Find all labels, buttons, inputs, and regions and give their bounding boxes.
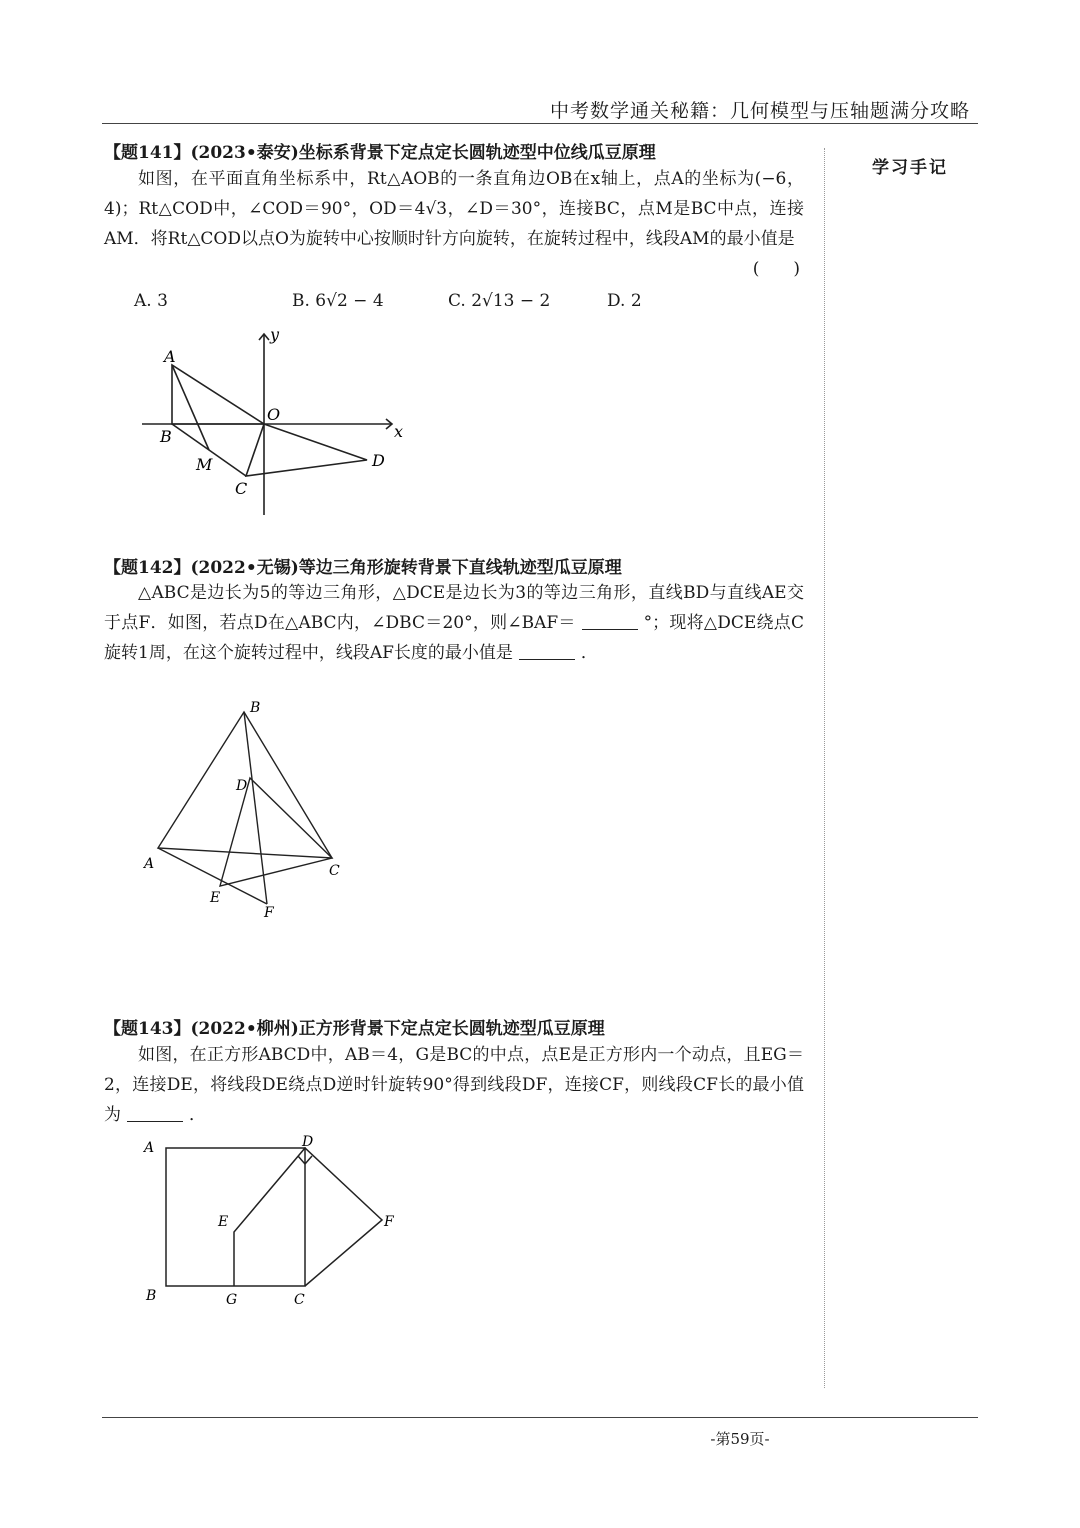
square-abcd [166,1148,305,1286]
label-m: M [196,455,213,474]
q143-blank[interactable] [127,1107,183,1122]
label-a: A [164,347,176,366]
label-a: A [144,856,155,872]
q141-text: 如图，在平面直角坐标系中，Rt△AOB的一条直角边OB在x轴上，点A的坐标为(−6，4)；Rt△COD中，∠COD＝90°，OD＝4√3，∠D＝30°，连接BC，点M是BC中点，连接AM．将Rt△COD以点O为旋转中心按顺时针方向旋转，在旋转过程中，线段AM的最小值是 [104,169,804,249]
label-d: D [236,778,248,794]
label-e: E [218,1214,229,1230]
label-c: C [329,863,340,879]
q143-text-a: 如图，在正方形ABCD中，AB＝4，G是BC的中点，点E是正方形内一个动点，且EG＝2，连接DE，将线段DE绕点D逆时针旋转90°得到线段DF，连接CF，则线段CF长的最小值为 [104,1045,804,1125]
label-o: O [267,405,281,424]
notes-divider [824,148,825,1388]
label-c: C [294,1292,305,1308]
label-d: D [372,451,385,470]
book-title: 中考数学通关秘籍：几何模型与压轴题满分攻略 [549,100,970,122]
path-g-e-d-f-c [234,1148,382,1286]
q142-text [104,578,804,668]
label-b: B [146,1288,157,1304]
q142-text-a: △ABC是边长为5的等边三角形，△DCE是边长为3的等边三角形，直线BD与直线AE交于点F．如图，若点D在△ABC内，∠DBC＝20°，则∠BAF＝ [104,583,804,633]
label-d: D [302,1134,314,1150]
triangle-dce [220,778,332,886]
q143-text-end: ． [189,1105,206,1125]
q142-blank-2[interactable] [519,645,575,660]
q143-figure [130,1128,410,1313]
label-b: B [160,427,172,446]
triangle-aob [172,365,264,424]
line-bf [244,712,267,904]
q141-answer-paren: ( ) [752,259,800,279]
q143-title: 【题143】(2022•柳州)正方形背景下定点定长圆轨迹型瓜豆原理 [104,1019,605,1039]
q141-title: 【题141】(2023•泰安)坐标系背景下定点定长圆轨迹型中位线瓜豆原理 [104,143,656,163]
choice-a: A. 3 [134,291,168,311]
q141-figure [120,320,420,520]
label-x: x [394,422,404,441]
q142-figure [130,690,360,930]
choice-b: B. 6√2 − 4 [292,291,384,311]
label-f: F [384,1214,394,1230]
q142-text-end: ． [580,643,598,663]
label-b: B [250,700,261,716]
q142-blank-1[interactable] [582,615,638,630]
q143-text [104,1040,804,1130]
header-rule [102,123,978,124]
label-e: E [210,890,221,906]
label-y: y [270,325,280,344]
page-number: -第59页- [710,1430,770,1448]
label-f: F [264,905,274,921]
label-c: C [235,479,248,498]
q142-text-b: °；现将△DCE绕点C旋转1周，在这个旋转过程中，线段AF长度的最小值是 [104,613,804,663]
choice-c: C. 2√13 − 2 [448,291,551,311]
label-a: A [144,1140,155,1156]
footer-rule [102,1417,978,1418]
label-g: G [226,1292,238,1308]
choice-d: D. 2 [607,291,642,311]
notes-label: 学习手记 [872,158,948,178]
q142-title: 【题142】(2022•无锡)等边三角形旋转背景下直线轨迹型瓜豆原理 [104,558,622,578]
